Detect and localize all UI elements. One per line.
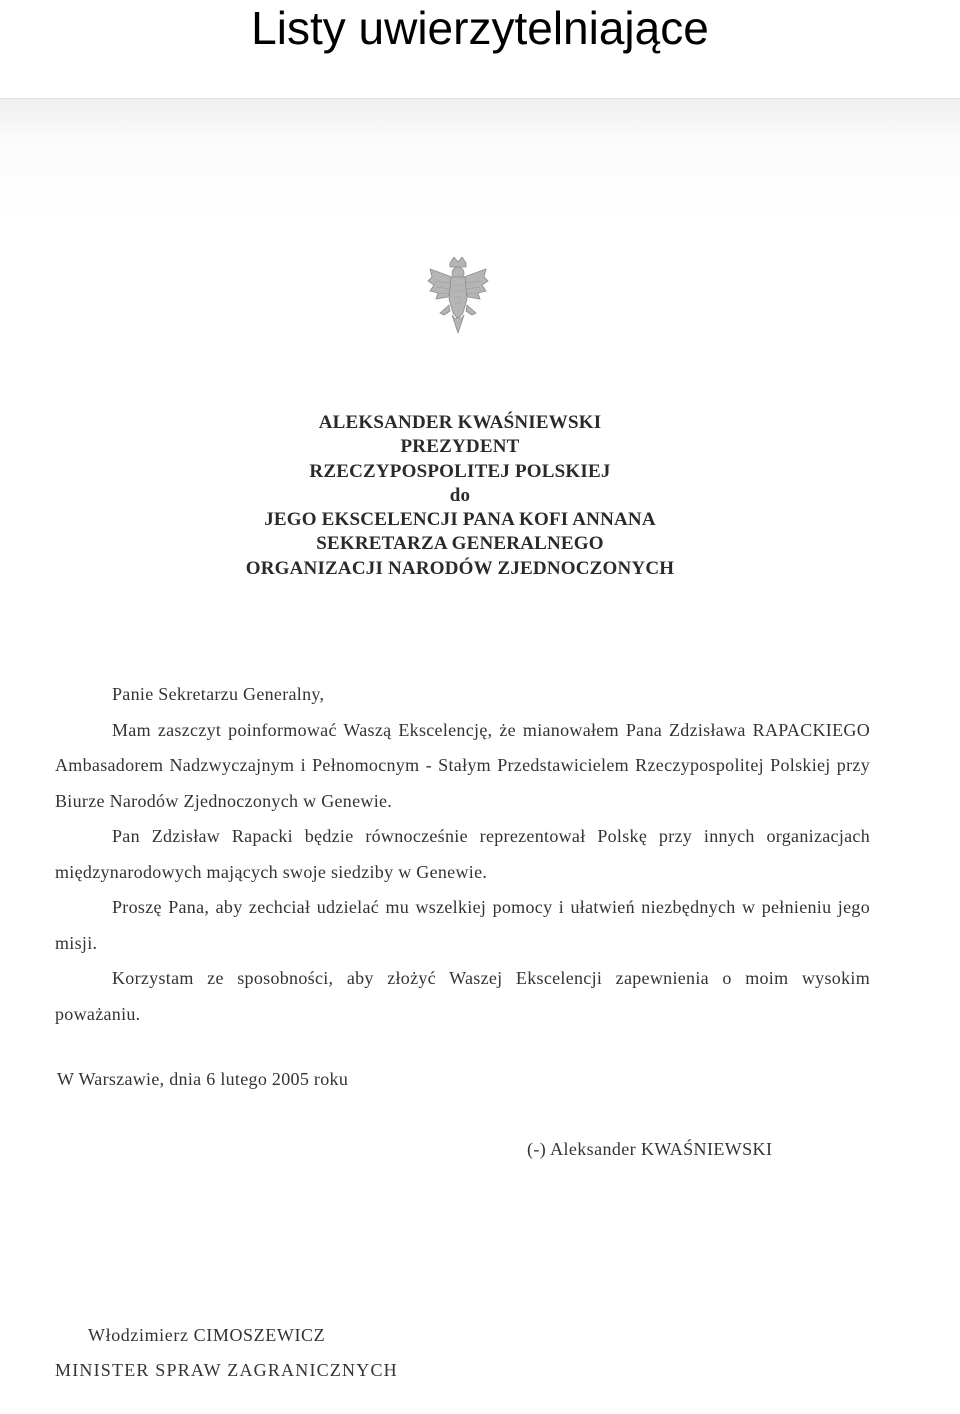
header-line: ORGANIZACJI NARODÓW ZJEDNOCZONYCH bbox=[245, 557, 675, 579]
header-line: ALEKSANDER KWAŚNIEWSKI bbox=[318, 412, 602, 433]
countersign-name: Włodzimierz CIMOSZEWICZ bbox=[88, 1325, 326, 1345]
letter-body bbox=[55, 677, 870, 1032]
salutation: Panie Sekretarzu Generalny, bbox=[112, 684, 325, 704]
scanned-letter bbox=[0, 98, 960, 1414]
header-line: SEKRETARZA GENERALNEGO bbox=[316, 533, 604, 555]
body-paragraph: Pan Zdzisław Rapacki będzie równocześnie reprezentował Polskę przy innych organizacjach międzynarodowych mających swoje siedziby w Genewie. bbox=[55, 826, 870, 882]
slide-title: Listy uwierzytelniające bbox=[251, 2, 709, 54]
header-line: PREZYDENT bbox=[400, 436, 520, 458]
header-line: do bbox=[449, 484, 471, 506]
date-line: W Warszawie, dnia 6 lutego 2005 roku bbox=[57, 1069, 349, 1089]
polish-eagle-emblem-icon bbox=[426, 257, 490, 337]
president-signature: (-) Aleksander KWAŚNIEWSKI bbox=[527, 1139, 773, 1159]
body-paragraph: Proszę Pana, aby zechciał udzielać mu wszelkiej pomocy i ułatwień niezbędnych w pełnieniu jego misji. bbox=[55, 897, 870, 953]
letter-header bbox=[0, 411, 920, 581]
body-paragraph: Korzystam ze sposobności, aby złożyć Waszej Ekscelencji zapewnienia o moim wysokim poważaniu. bbox=[55, 968, 870, 1024]
body-paragraph: Mam zaszczyt poinformować Waszą Ekscelencję, że mianowałem Pana Zdzisława RAPACKIEGO Ambasadorem Nadzwyczajnym i Pełnomocnym - Stałym Przedstawicielem Rzeczypospolitej Polskiej przy Biurze Narodów Zjednoczonych w Genewie. bbox=[55, 719, 870, 811]
countersign-title: MINISTER SPRAW ZAGRANICZNYCH bbox=[55, 1360, 398, 1380]
header-line: RZECZYPOSPOLITEJ POLSKIEJ bbox=[309, 460, 611, 482]
header-line: JEGO EKSCELENCJI PANA KOFI ANNANA bbox=[264, 509, 656, 531]
